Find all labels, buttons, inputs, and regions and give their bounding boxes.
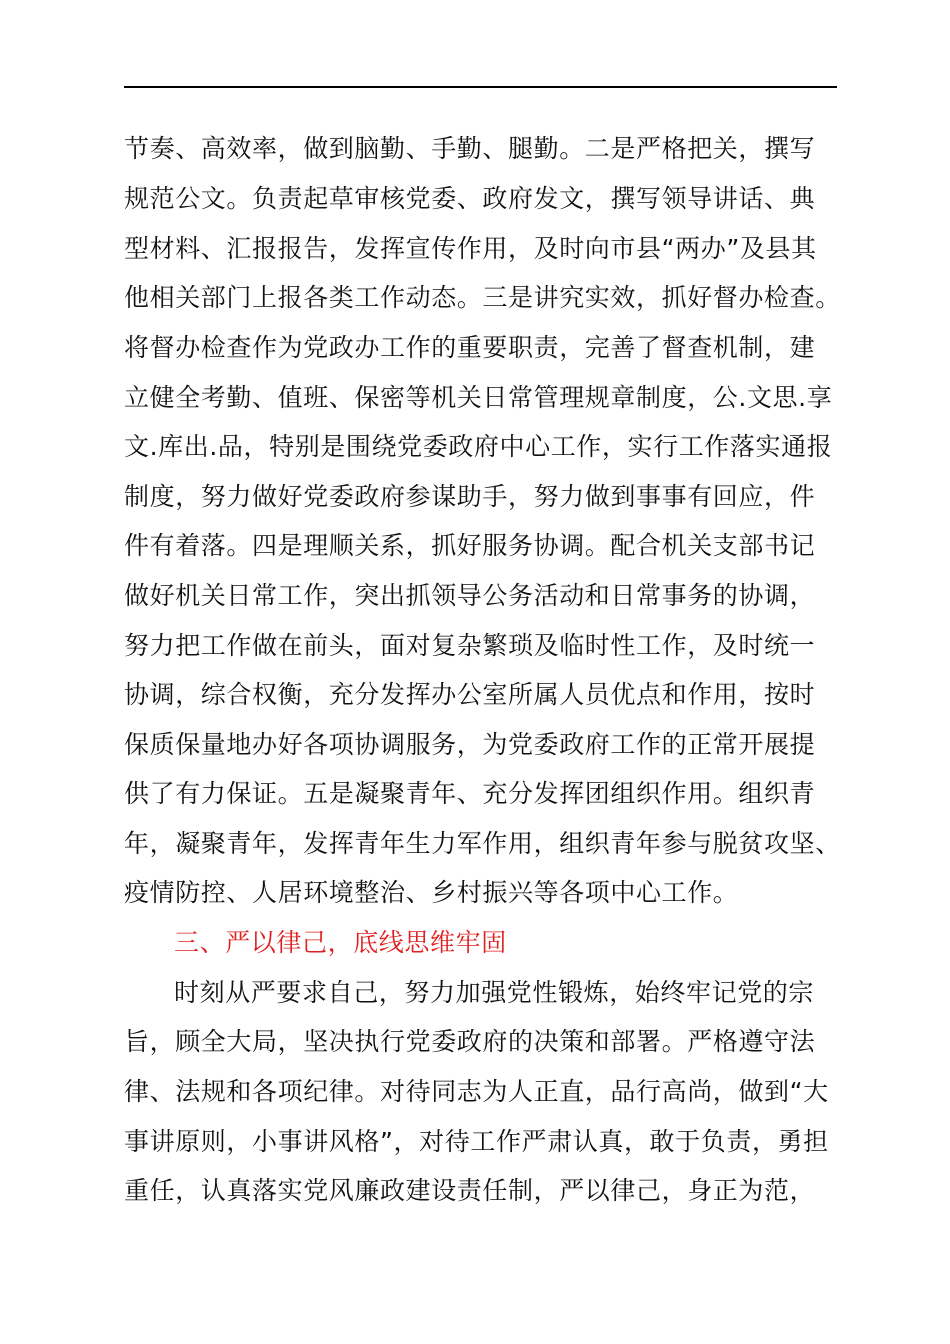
paragraph-line: 重任，认真落实党风廉政建设责任制，严以律己，身正为范， [124,1176,816,1205]
paragraph-line: 文.库出.品，特别是围绕党委政府中心工作，实行工作落实通报 [124,432,833,461]
paragraph-line: 他相关部门上报各类工作动态。三是讲究实效，抓好督办检查。 [124,283,841,312]
paragraph-line: 制度，努力做好党委政府参谋助手，努力做到事事有回应，件 [124,482,816,511]
paragraph-line: 协调，综合权衡，充分发挥办公室所属人员优点和作用，按时 [124,680,816,709]
paragraph-line: 疫情防控、人居环境整治、乡村振兴等各项中心工作。 [124,878,739,907]
paragraph-line: 规范公文。负责起草审核党委、政府发文，撰写领导讲话、典 [124,184,816,213]
paragraph-line: 供了有力保证。五是凝聚青年、充分发挥团组织作用。组织青 [124,779,816,808]
paragraph-line: 件有着落。四是理顺关系，抓好服务协调。配合机关支部书记 [124,531,816,560]
paragraph-line: 保质保量地办好各项协调服务，为党委政府工作的正常开展提 [124,730,816,759]
paragraph-line: 年，凝聚青年，发挥青年生力军作用，组织青年参与脱贫攻坚、 [124,829,841,858]
paragraph-line: 节奏、高效率，做到脑勤、手勤、腿勤。二是严格把关，撰写 [124,134,816,163]
paragraph-line: 型材料、汇报报告，发挥宣传作用，及时向市县“两办”及县其 [124,234,817,263]
paragraph-line: 事讲原则，小事讲风格”，对待工作严肃认真，敢于负责，勇担 [124,1127,829,1156]
section-heading: 三、严以律己，底线思维牢固 [174,928,507,957]
paragraph-line: 时刻从严要求自己，努力加强党性锻炼，始终牢记党的宗 [174,978,815,1007]
paragraph-line: 律、法规和各项纪律。对待同志为人正直，品行高尚，做到“大 [124,1077,829,1106]
paragraph-line: 将督办检查作为党政办工作的重要职责，完善了督查机制，建 [124,333,816,362]
paragraph-line: 努力把工作做在前头，面对复杂繁琐及临时性工作，及时统一 [124,631,816,660]
paragraph-line: 做好机关日常工作，突出抓领导公务活动和日常事务的协调， [124,581,816,610]
paragraph-line: 立健全考勤、值班、保密等机关日常管理规章制度，公.文思.享 [124,383,833,412]
header-rule [124,86,837,88]
paragraph-line: 旨，顾全大局，坚决执行党委政府的决策和部署。严格遵守法 [124,1027,816,1056]
